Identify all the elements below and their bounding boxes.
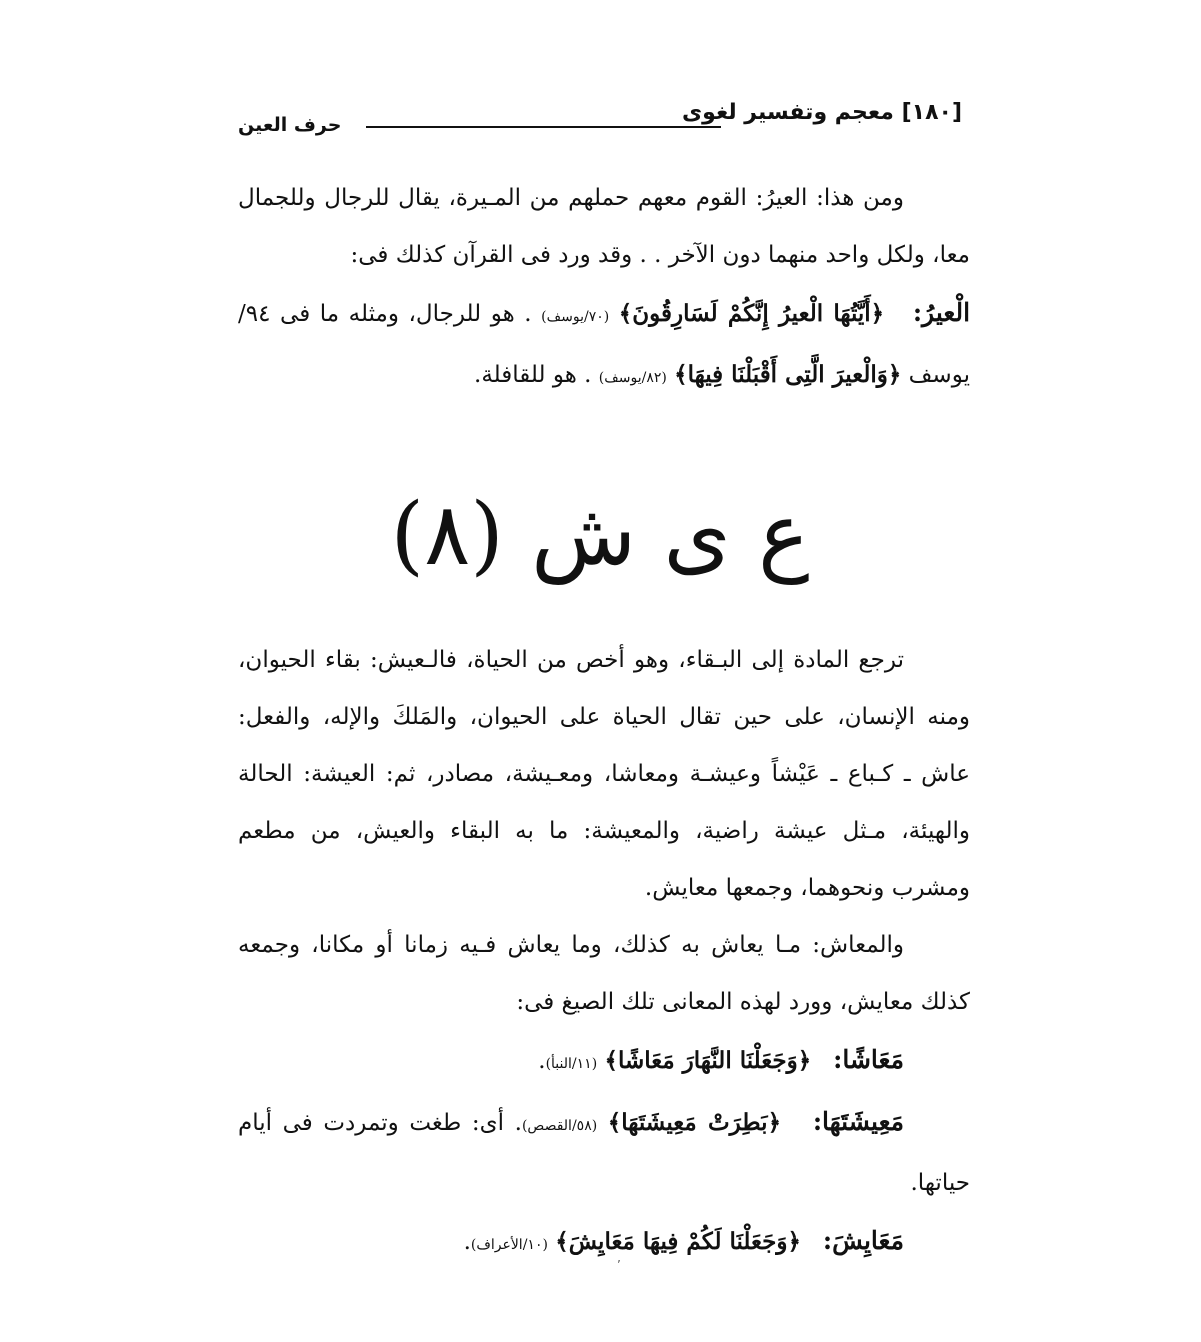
page-title: [١٨٠] معجم وتفسير لغوى [682, 100, 962, 125]
quran-verse: ﴿بَطِرَتْ مَعِيشَتَهَا﴾ [607, 1109, 782, 1136]
entry [238, 1093, 970, 1212]
paragraph: ترجع المادة إلى البـقاء، وهو أخص من الحياة، فالـعيش: بقاء الحيوان، ومنه الإنسان، على حين تقال الحياة على الحيوان، والمَلكَ والإله، والفعل: عاش ـ كـباع ـ عَيْشاً وعيشـة ومعاشا، ومعـيشة، مصادر، ثم: العيشة: الحالة والهيئة، مـثل عيشة راضية، والمعيشة: ما به البقاء والعيش، من مطعم ومشرب ونحوهما، وجمعها معايش. [238, 647, 970, 901]
entry-term: الْعيرُ: [912, 298, 971, 327]
entry [238, 1031, 970, 1093]
entry-comment: . [538, 1048, 546, 1074]
entry-term: مَعَايِشَ: [822, 1226, 904, 1255]
quran-verse: ﴿أَيَّتُهَا الْعيرُ إِنَّكُمْ لَسَارِقُونَ﴾ [618, 300, 885, 327]
quran-verse: ﴿وَجَعَلْنَا النَّهَارَ مَعَاشًا﴾ [604, 1047, 812, 1074]
main-block [238, 632, 970, 1274]
top-line-2: معا، ولكل واحد منهما دون الآخر . . وقد ورد فى القرآن كذلك فى: [350, 242, 970, 268]
entry-term: مَعَاشًا: [833, 1045, 904, 1074]
verse-reference: (١٠/الأعراف) [470, 1237, 548, 1253]
quran-verse: ﴿وَجَعَلْنَا لَكُمْ فِيهَا مَعَايِشَ﴾ [555, 1228, 801, 1255]
verse-reference: (٨٢/يوسف) [598, 370, 667, 386]
quran-verse: ﴿وَالْعيرَ الَّتِى أَقْبَلْنَا فِيهَا﴾ [674, 361, 902, 388]
entry-comment: . هو للقافلة. [474, 362, 592, 388]
root-heading: ع ى ش (٨) [390, 485, 810, 585]
paragraph: والمعاش: مـا يعاش به كذلك، وما يعاش فـيه زمانا أو مكانا، وجمعه كذلك معايش، وورد لهذه المعانى تلك الصيغ فى: [238, 932, 970, 1015]
verse-reference: (١١/النبأ) [545, 1056, 598, 1072]
entry-comment: . هو للرجال، ومثله [348, 301, 532, 327]
entry-comment: . [463, 1229, 471, 1255]
header-rule [366, 126, 721, 128]
entry-comment: ما فى ٩٤/ يوسف [238, 301, 970, 388]
scan-speck: ’ [617, 1258, 621, 1272]
entry-comment: . أى: طغت وتمردت فى أيام حياتها. [238, 1110, 970, 1196]
section-title: حرف العين [238, 114, 342, 136]
verse-reference: (٧٠/يوسف) [541, 309, 610, 325]
top-paragraph [238, 170, 970, 284]
running-header [238, 100, 962, 140]
verse-reference: (٥٨/القصص) [521, 1118, 598, 1134]
top-line-1: ومن هذا: العيرُ: القوم معهم حملهم من المـيرة، يقال للرجال وللجمال [238, 185, 904, 211]
entry-term: مَعِيشَتَهَا: [812, 1107, 905, 1136]
top-entry [238, 284, 970, 407]
entry [238, 1212, 970, 1274]
top-block [238, 170, 970, 407]
